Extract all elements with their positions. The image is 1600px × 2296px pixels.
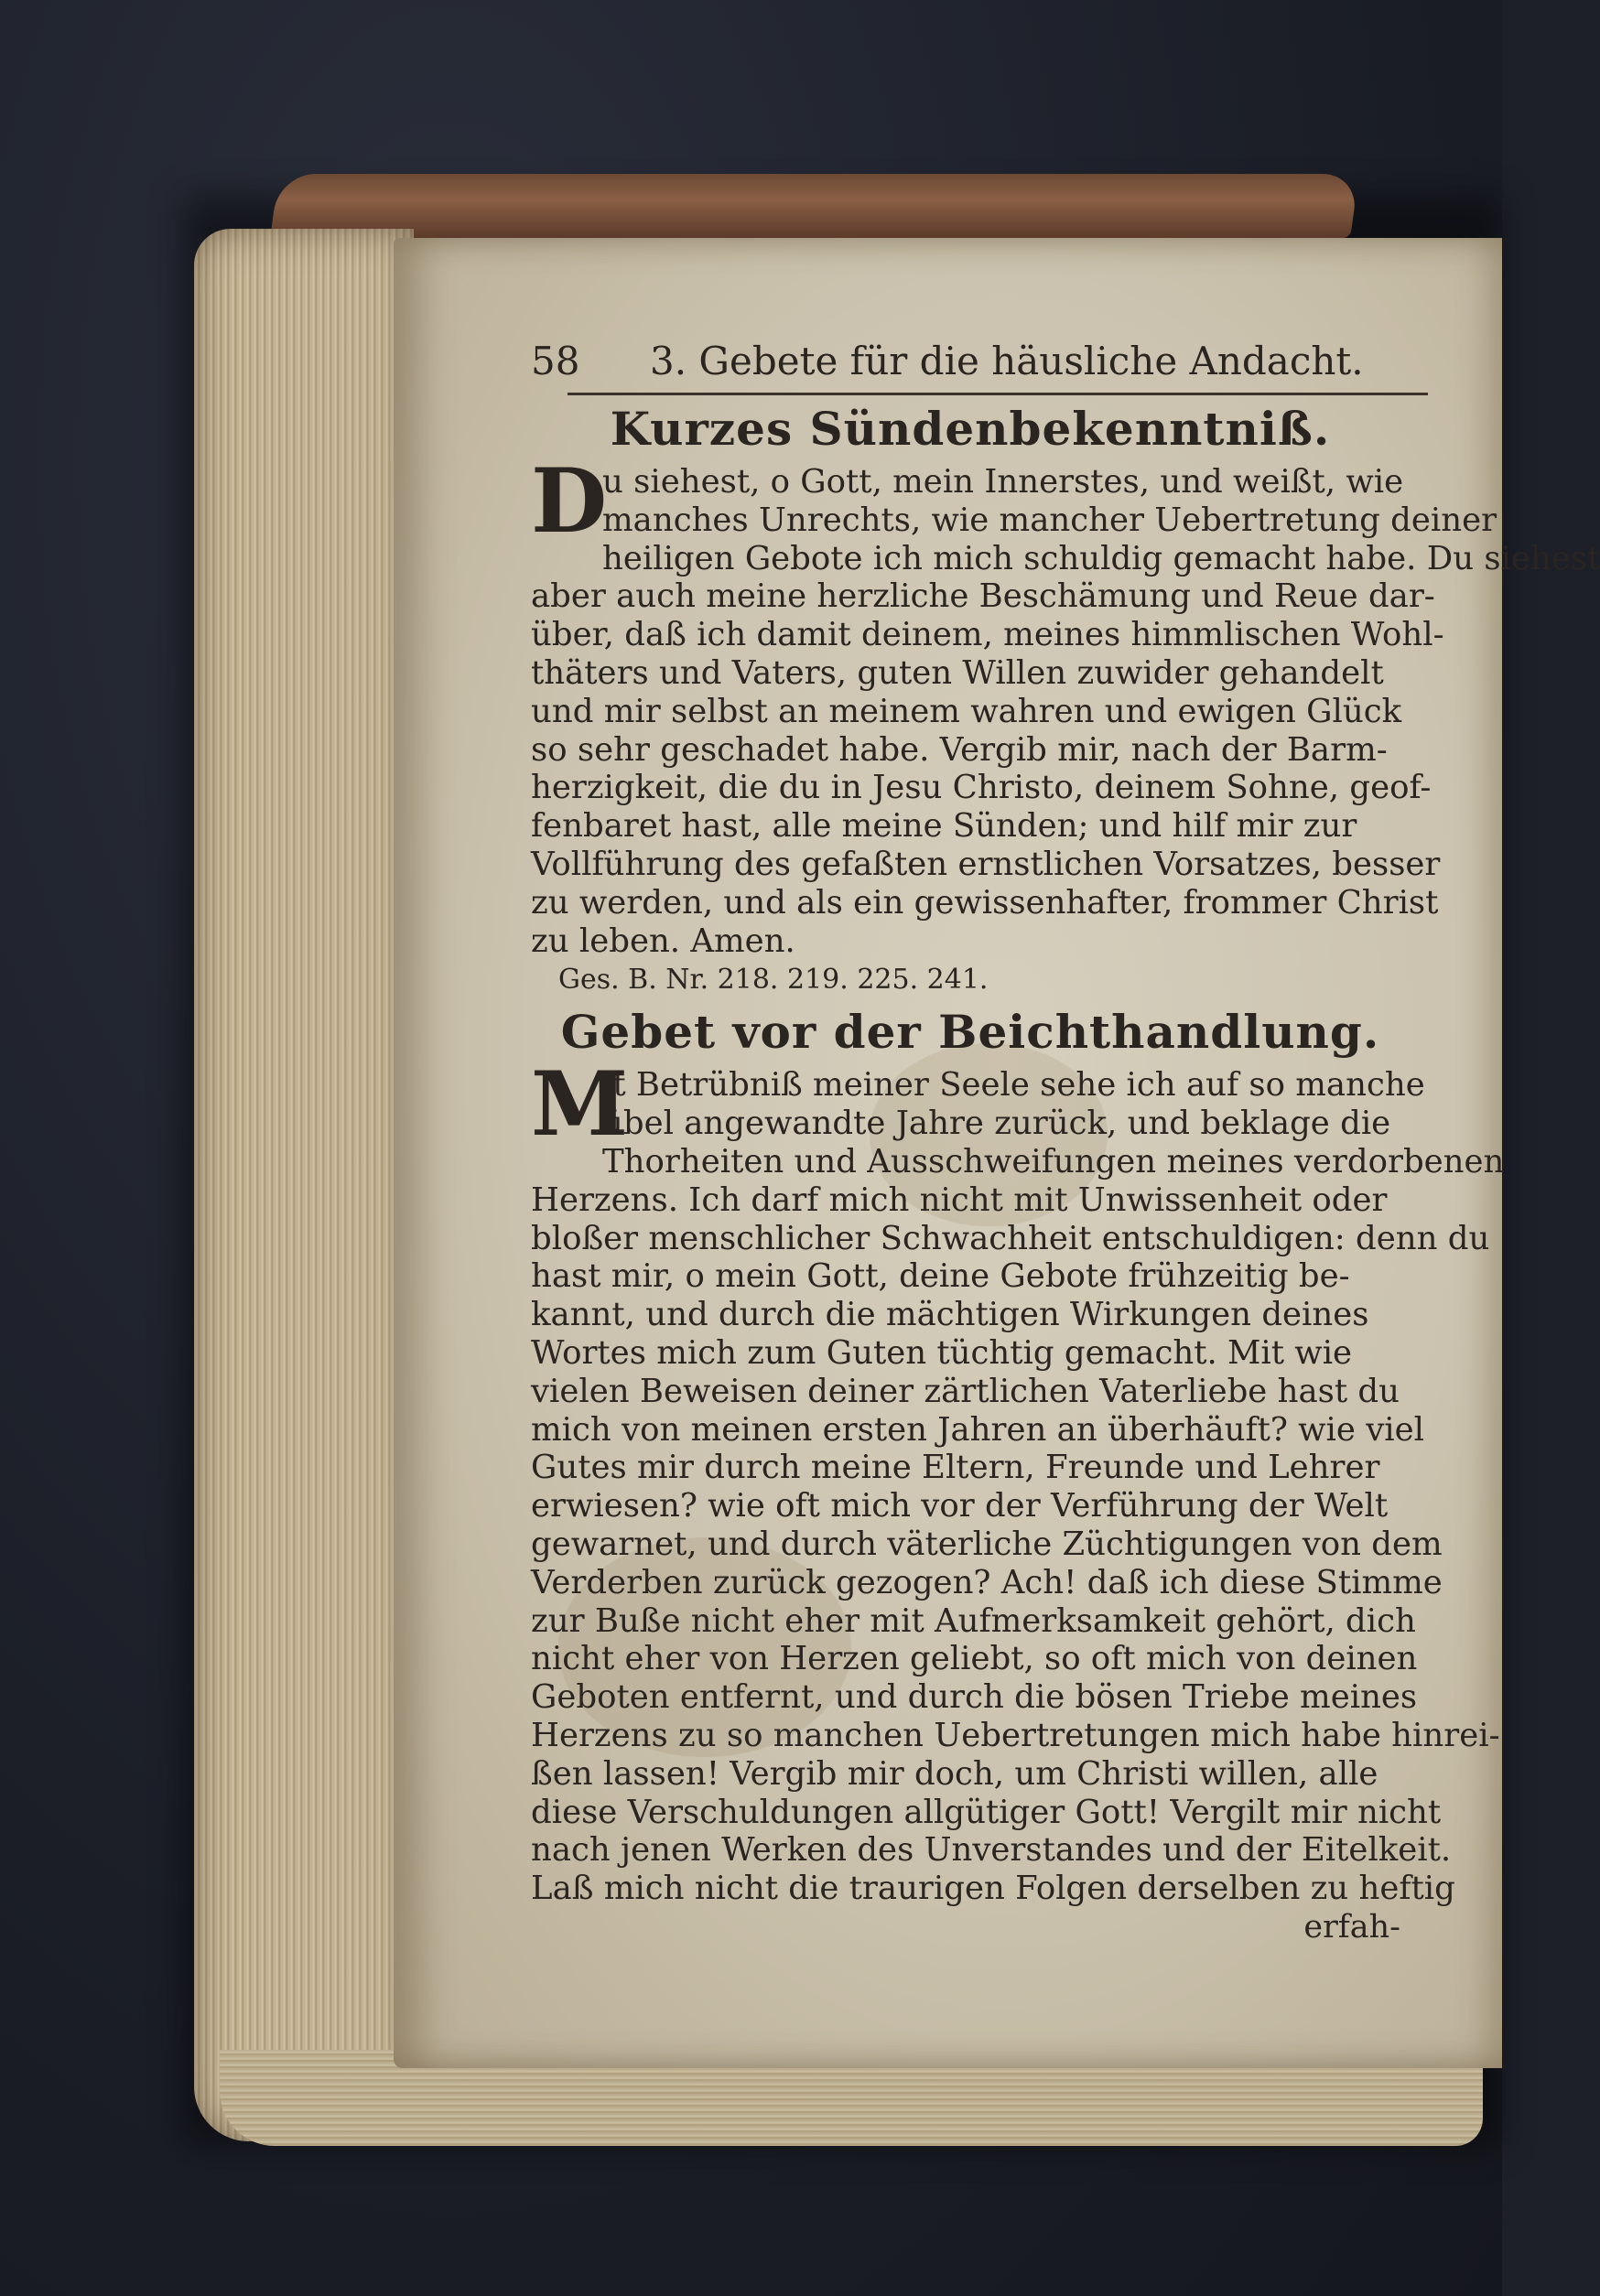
text-line: diese Verschuldungen allgütiger Gott! Vergilt mir nicht: [531, 1793, 1442, 1831]
text-line: vielen Beweisen deiner zärtlichen Vaterliebe hast du: [531, 1372, 1400, 1410]
text-line: Laß mich nicht die traurigen Folgen derselben zu heftig: [531, 1870, 1455, 1908]
text-line: übel angewandte Jahre zurück, und beklage die: [602, 1105, 1391, 1143]
book-spine: [270, 174, 1359, 238]
hymn-reference: Ges. B. Nr. 218. 219. 225. 241.: [558, 964, 989, 997]
text-line: zu leben. Amen.: [531, 922, 795, 960]
text-line: Gutes mir durch meine Eltern, Freunde und Lehrer: [531, 1449, 1380, 1487]
text-line: u siehest, o Gott, mein Innerstes, und weißt, wie: [602, 463, 1404, 501]
section-title: Gebet vor der Beichthandlung.: [560, 1005, 1380, 1060]
text-line: Verderben zurück gezogen? Ach! daß ich diese Stimme: [531, 1563, 1443, 1601]
header-rule: [568, 393, 1428, 395]
text-line: kannt, und durch die mächtigen Wirkungen deines: [531, 1296, 1369, 1334]
text-line: fenbaret hast, alle meine Sünden; und hilf mir zur: [531, 807, 1357, 846]
text-line: Herzens zu so manchen Uebertretungen mich habe hinrei-: [531, 1716, 1500, 1754]
text-line: it Betrübniß meiner Seele sehe ich auf so manche: [602, 1066, 1425, 1105]
text-line: nicht eher von Herzen geliebt, so oft mich von deinen: [531, 1640, 1418, 1678]
text-line: thäters und Vaters, guten Willen zuwider gehandelt: [531, 653, 1384, 692]
text-line: und mir selbst an meinem wahren und ewigen Glück: [531, 692, 1402, 730]
running-title: 3. Gebete für die häusliche Andacht.: [650, 339, 1364, 383]
text-line: hast mir, o mein Gott, deine Gebote frühzeitig be-: [531, 1257, 1350, 1296]
text-line: erwiesen? wie oft mich vor der Verführung der Welt: [531, 1487, 1389, 1525]
text-line: aber auch meine herzliche Beschämung und Reue dar-: [531, 577, 1435, 616]
text-line: Thorheiten und Ausschweifungen meines verdorbenen: [602, 1142, 1505, 1180]
text-line: manches Unrechts, wie mancher Uebertretung deiner: [602, 501, 1497, 539]
drop-cap: M: [531, 1052, 629, 1157]
page-text: [531, 334, 1600, 1946]
text-line: herzigkeit, die du in Jesu Christo, deinem Sohne, geof-: [531, 769, 1432, 807]
text-line: zu werden, und als ein gewissenhafter, frommer Christ: [531, 883, 1439, 922]
text-line: ßen lassen! Vergib mir doch, um Christi willen, alle: [531, 1754, 1378, 1793]
page-edges-left: [194, 229, 414, 2141]
paragraph: [531, 1052, 1505, 1908]
text-line: so sehr geschadet habe. Vergib mir, nach der Barm-: [531, 730, 1388, 769]
text-line: Wortes mich zum Guten tüchtig gemacht. Mit wie: [531, 1333, 1353, 1372]
text-line: gewarnet, und durch väterliche Züchtigungen von dem: [531, 1525, 1443, 1563]
text-line: mich von meinen ersten Jahren an überhäuft? wie viel: [531, 1410, 1424, 1449]
drop-cap: D: [531, 449, 608, 553]
text-line: nach jenen Werken des Unverstandes und der Eitelkeit.: [531, 1831, 1452, 1870]
text-line: Geboten entfernt, und durch die bösen Triebe meines: [531, 1678, 1418, 1717]
text-line: heiligen Gebote ich mich schuldig gemacht habe. Du siehest: [602, 539, 1600, 577]
text-line: über, daß ich damit deinem, meines himmlischen Wohl-: [531, 616, 1444, 654]
page-header: [531, 334, 1410, 389]
text-line: Vollführung des gefaßten ernstlichen Vorsatzes, besser: [531, 845, 1441, 883]
text-line: zur Buße nicht eher mit Aufmerksamkeit gehört, dich: [531, 1601, 1416, 1640]
text-line: bloßer menschlicher Schwachheit entschuldigen: denn du: [531, 1219, 1490, 1257]
page-number: 58: [531, 339, 580, 383]
catchword: erfah-: [1303, 1908, 1400, 1946]
text-line: Herzens. Ich darf mich nicht mit Unwissenheit oder: [531, 1180, 1388, 1219]
section-title: Kurzes Sündenbekenntniß.: [610, 402, 1331, 456]
paragraph: [531, 449, 1600, 960]
